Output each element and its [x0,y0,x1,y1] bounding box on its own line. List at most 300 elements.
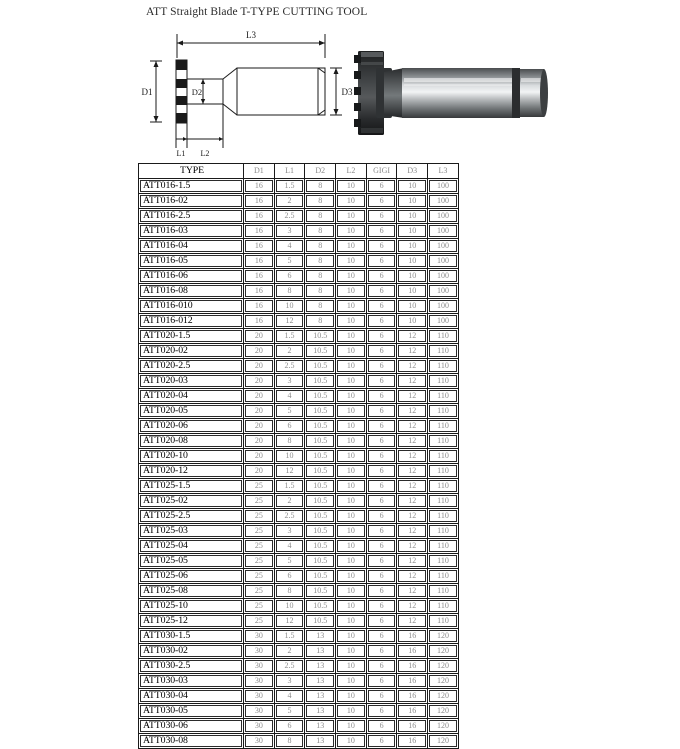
cell-value: 2 [276,495,304,507]
header-cell-d2 [305,164,336,179]
cell-value: ATT025-02 [140,495,242,507]
cell-value: ATT025-04 [140,540,242,552]
cell-value: 2.5 [276,210,304,222]
table-row [139,179,459,194]
cell-d1 [244,479,275,494]
cell-l3 [428,704,459,719]
cell-value: 10.5 [306,600,334,612]
table-row [139,554,459,569]
cell-l3 [428,284,459,299]
cell-l3 [428,374,459,389]
cell-value: 120 [429,720,457,732]
table-row [139,674,459,689]
cell-value: 10 [337,690,365,702]
cell-d1 [244,284,275,299]
cell-value: 16 [245,210,273,222]
cell-value: 10 [337,450,365,462]
cell-value: ATT030-08 [140,735,242,747]
cell-l3 [428,329,459,344]
cell-d1 [244,404,275,419]
cell-value: 10 [337,465,365,477]
cell-l1 [274,719,305,734]
cell-value: 120 [429,660,457,672]
cell-gigi [366,194,397,209]
cell-value: 6 [368,615,396,627]
cell-l2 [336,344,367,359]
cell-value: 10 [337,345,365,357]
cell-value: 8 [306,240,334,252]
cell-value: ATT030-03 [140,675,242,687]
cell-l1 [274,569,305,584]
cell-value: 10 [337,495,365,507]
cell-type [139,599,244,614]
photo-taper [384,68,404,118]
cell-d3 [397,524,428,539]
cell-value: 120 [429,705,457,717]
cell-l2 [336,524,367,539]
cell-d1 [244,509,275,524]
cell-d3 [397,599,428,614]
cell-l2 [336,224,367,239]
cell-l1 [274,209,305,224]
cell-l3 [428,224,459,239]
table-row [139,314,459,329]
cell-value: 10 [337,195,365,207]
cell-gigi [366,209,397,224]
cell-d3 [397,479,428,494]
cell-l1 [274,449,305,464]
cell-value: 100 [429,300,457,312]
cell-l1 [274,644,305,659]
cell-gigi [366,479,397,494]
cell-value: 110 [429,525,457,537]
cell-value: 10.5 [306,450,334,462]
cell-value: 6 [368,360,396,372]
cell-d2 [305,374,336,389]
cell-value: 30 [245,690,273,702]
table-row [139,689,459,704]
cell-d1 [244,674,275,689]
cell-type [139,329,244,344]
cell-value: 10 [337,210,365,222]
cell-l1 [274,584,305,599]
header-cell-type [139,164,244,179]
cell-value: 2 [276,195,304,207]
cell-value: 16 [398,675,426,687]
cell-type [139,284,244,299]
cell-value: 12 [276,315,304,327]
header-cell-gigi [366,164,397,179]
table-row [139,209,459,224]
cell-d2 [305,629,336,644]
cell-value: 110 [429,345,457,357]
cell-l3 [428,524,459,539]
cell-value: ATT016-08 [140,285,242,297]
cell-value: 12 [398,375,426,387]
cell-value: 100 [429,270,457,282]
cell-value: 30 [245,720,273,732]
cell-l1 [274,629,305,644]
cell-value: 10 [337,390,365,402]
cell-type [139,509,244,524]
cell-l3 [428,344,459,359]
cell-type [139,704,244,719]
cell-value: 5 [276,255,304,267]
cell-value: 100 [429,315,457,327]
cell-value: 6 [368,690,396,702]
cell-l3 [428,689,459,704]
cell-value: 25 [245,480,273,492]
cell-d2 [305,614,336,629]
cell-value: 16 [245,255,273,267]
cell-l1 [274,299,305,314]
cell-l2 [336,419,367,434]
cell-value: ATT020-1.5 [140,330,242,342]
cell-value: 30 [245,660,273,672]
cell-l3 [428,434,459,449]
cell-value: 8 [306,195,334,207]
cell-value: 6 [368,270,396,282]
table-row [139,599,459,614]
cell-value: 110 [429,585,457,597]
cell-value: ATT025-2.5 [140,510,242,522]
cell-value: 6 [276,570,304,582]
cell-d1 [244,299,275,314]
cell-d1 [244,224,275,239]
cell-value: 10 [337,360,365,372]
header-cell-l3 [428,164,459,179]
cell-d3 [397,374,428,389]
cell-value: 6 [368,315,396,327]
cell-l2 [336,719,367,734]
cell-value: 10.5 [306,345,334,357]
cell-value: ATT025-10 [140,600,242,612]
cell-gigi [366,269,397,284]
cell-value: 110 [429,330,457,342]
cell-value: 10.5 [306,375,334,387]
cell-l3 [428,194,459,209]
cell-l2 [336,659,367,674]
cell-d1 [244,524,275,539]
cell-d1 [244,344,275,359]
cell-value: ATT016-02 [140,195,242,207]
cell-value: 12 [398,405,426,417]
cell-value: 6 [276,420,304,432]
dim-label-d1: D1 [141,87,153,97]
cell-value: ATT016-2.5 [140,210,242,222]
cell-d1 [244,584,275,599]
cell-value: 30 [245,630,273,642]
cell-value: 8 [306,225,334,237]
cell-value: 30 [245,645,273,657]
cell-value: 110 [429,570,457,582]
table-row [139,284,459,299]
cell-l1 [274,734,305,749]
cell-d1 [244,554,275,569]
cell-l2 [336,569,367,584]
cell-value: 8 [306,300,334,312]
table-row [139,359,459,374]
cell-l3 [428,629,459,644]
cell-value: 10 [337,420,365,432]
cell-value: 16 [245,195,273,207]
cell-value: 10 [398,195,426,207]
cell-value: 20 [245,330,273,342]
cell-d3 [397,569,428,584]
cell-gigi [366,404,397,419]
cell-value: 10 [398,255,426,267]
cell-gigi [366,179,397,194]
cell-value: 10 [337,480,365,492]
cell-type [139,734,244,749]
cell-l2 [336,509,367,524]
table-row [139,419,459,434]
cell-d3 [397,254,428,269]
cell-l1 [274,419,305,434]
table-row [139,449,459,464]
cell-value: 10 [276,450,304,462]
cell-value: 10 [337,405,365,417]
table-row [139,509,459,524]
cell-d2 [305,494,336,509]
cell-d1 [244,734,275,749]
cell-value: 110 [429,450,457,462]
cell-value: 10 [337,330,365,342]
cell-l1 [274,554,305,569]
table-row [139,269,459,284]
cell-value: ATT020-04 [140,390,242,402]
cell-value: 6 [368,240,396,252]
cell-l2 [336,239,367,254]
cell-value: 10 [398,240,426,252]
cell-l1 [274,194,305,209]
cell-value: 100 [429,225,457,237]
dim-label-d3: D3 [341,87,353,97]
cell-value: 10 [337,180,365,192]
cell-value: 2.5 [276,660,304,672]
table-row [139,584,459,599]
cell-value: 12 [398,330,426,342]
cell-value: ATT020-06 [140,420,242,432]
cell-d3 [397,464,428,479]
cell-d2 [305,194,336,209]
cell-value: 10.5 [306,405,334,417]
cell-value: 8 [306,270,334,282]
cell-value: 10.5 [306,465,334,477]
cell-d3 [397,614,428,629]
cell-l3 [428,209,459,224]
cell-value: 8 [276,585,304,597]
cell-type [139,299,244,314]
cell-value: 6 [368,450,396,462]
cell-l1 [274,314,305,329]
cell-value: 6 [368,570,396,582]
cell-value: 110 [429,480,457,492]
cell-gigi [366,344,397,359]
cell-d3 [397,434,428,449]
cell-l1 [274,374,305,389]
cell-value: 4 [276,390,304,402]
cell-value: 20 [245,345,273,357]
cell-value: 5 [276,705,304,717]
cell-value: 12 [398,525,426,537]
cell-value: 25 [245,510,273,522]
cell-value: 12 [398,390,426,402]
cell-d1 [244,329,275,344]
cell-l3 [428,599,459,614]
cell-d3 [397,719,428,734]
cell-value: 10 [337,435,365,447]
cell-value: 25 [245,570,273,582]
cell-value: 10 [337,285,365,297]
cell-l2 [336,329,367,344]
cell-d2 [305,734,336,749]
cell-d2 [305,314,336,329]
cell-value: ATT020-10 [140,450,242,462]
table-row [139,254,459,269]
cell-value: 12 [398,540,426,552]
cell-l2 [336,299,367,314]
cell-l1 [274,389,305,404]
cell-value: ATT025-03 [140,525,242,537]
cell-value: 20 [245,465,273,477]
cell-d3 [397,419,428,434]
header-label-gigi: GIGI [373,166,391,175]
cell-value: 30 [245,705,273,717]
cell-d3 [397,404,428,419]
cell-gigi [366,719,397,734]
cell-value: 12 [398,570,426,582]
cell-value: 12 [398,510,426,522]
cell-d3 [397,314,428,329]
cell-gigi [366,629,397,644]
cell-l1 [274,404,305,419]
cell-type [139,239,244,254]
cell-type [139,269,244,284]
cell-value: 16 [398,720,426,732]
cell-value: ATT016-03 [140,225,242,237]
cell-d3 [397,389,428,404]
cell-value: 6 [368,465,396,477]
cell-gigi [366,689,397,704]
cell-value: 8 [276,435,304,447]
cell-value: 6 [368,405,396,417]
cell-l2 [336,464,367,479]
cell-l3 [428,359,459,374]
cell-value: 6 [368,210,396,222]
cell-value: 16 [245,225,273,237]
cell-d3 [397,329,428,344]
cell-value: 2 [276,645,304,657]
cell-value: 1.5 [276,480,304,492]
cell-value: 6 [368,285,396,297]
cell-gigi [366,254,397,269]
cell-value: 10 [337,630,365,642]
cell-l2 [336,644,367,659]
cell-value: 10.5 [306,480,334,492]
cell-value: 110 [429,435,457,447]
table-row [139,194,459,209]
cell-l3 [428,719,459,734]
table-row [139,329,459,344]
cell-value: 10 [276,600,304,612]
table-row [139,434,459,449]
cell-value: 6 [368,510,396,522]
cell-d1 [244,494,275,509]
cell-value: 10 [337,300,365,312]
cell-value: 3 [276,675,304,687]
cell-value: 10 [337,315,365,327]
cell-d3 [397,554,428,569]
cell-type [139,554,244,569]
cell-value: 120 [429,675,457,687]
cell-d2 [305,329,336,344]
cell-d3 [397,509,428,524]
table-row [139,629,459,644]
cell-d3 [397,674,428,689]
cell-value: 110 [429,600,457,612]
cell-value: 6 [368,585,396,597]
cell-l1 [274,614,305,629]
cell-l1 [274,179,305,194]
cell-value: 8 [276,735,304,747]
cell-value: 25 [245,600,273,612]
cell-value: 16 [398,630,426,642]
cell-d2 [305,539,336,554]
cell-value: 6 [368,480,396,492]
cell-value: ATT016-010 [140,300,242,312]
cell-type [139,689,244,704]
dim-label-l1: L1 [176,149,186,158]
table-row [139,704,459,719]
cell-l2 [336,194,367,209]
cell-value: 10 [398,315,426,327]
cell-d3 [397,239,428,254]
cell-value: 13 [306,720,334,732]
cell-value: 6 [368,435,396,447]
cell-l3 [428,179,459,194]
cell-value: 4 [276,690,304,702]
dim-label-d2: D2 [191,87,203,97]
cell-l3 [428,644,459,659]
cell-value: 16 [245,270,273,282]
cell-value: 13 [306,630,334,642]
cell-value: 6 [368,705,396,717]
cell-d1 [244,644,275,659]
cell-value: 2.5 [276,360,304,372]
cell-l3 [428,659,459,674]
cell-value: 10 [337,225,365,237]
cell-value: 30 [245,675,273,687]
cell-l3 [428,449,459,464]
dim-label-l3: L3 [246,30,256,40]
cell-value: 10 [337,270,365,282]
cell-value: 10 [337,585,365,597]
cell-value: 10 [398,225,426,237]
cell-d2 [305,584,336,599]
cell-gigi [366,509,397,524]
cell-l3 [428,299,459,314]
table-row [139,224,459,239]
cell-d3 [397,584,428,599]
cell-value: 10 [337,660,365,672]
cell-d2 [305,254,336,269]
cell-value: 10.5 [306,525,334,537]
cell-value: 12 [398,555,426,567]
cell-value: ATT025-05 [140,555,242,567]
cell-d2 [305,284,336,299]
cell-gigi [366,284,397,299]
